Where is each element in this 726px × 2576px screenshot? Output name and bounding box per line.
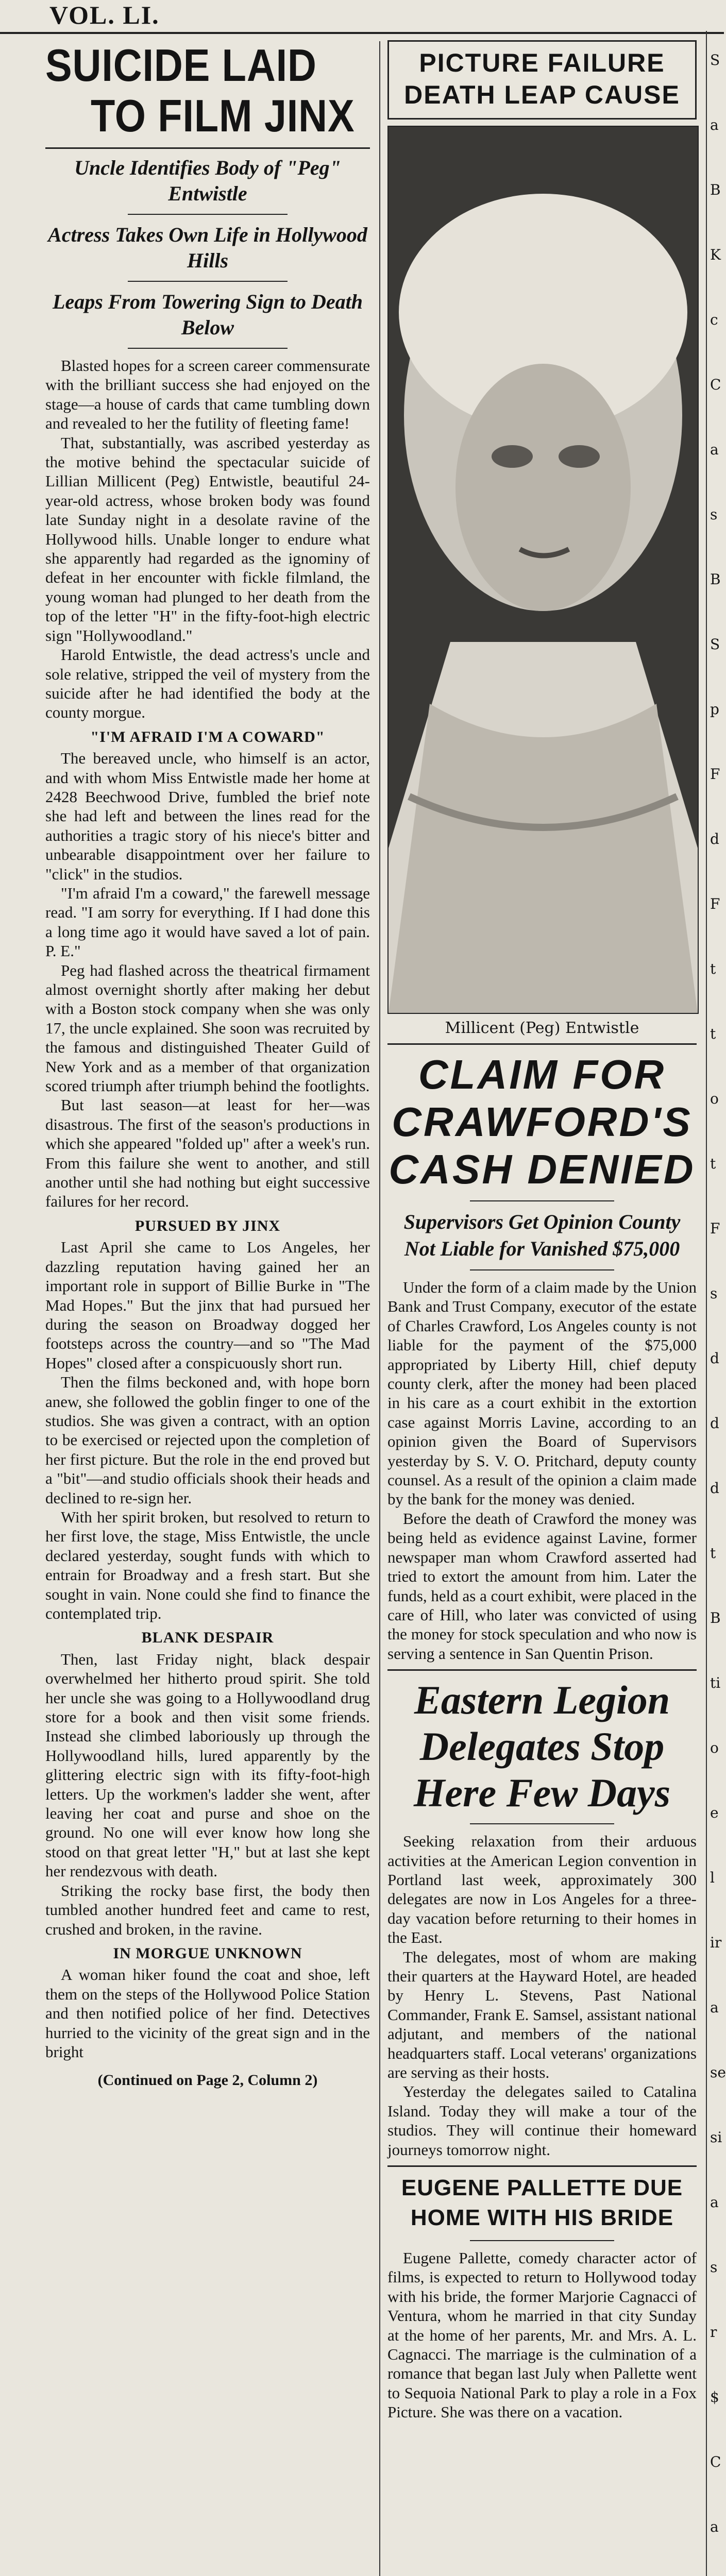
edge-letter: r — [710, 2324, 717, 2341]
subhead: IN MORGUE UNKNOWN — [113, 1944, 302, 1962]
edge-letter: ti — [710, 1674, 721, 1691]
divider — [128, 348, 288, 349]
edge-letter: ir — [710, 1934, 722, 1951]
edge-letter: t — [710, 1025, 716, 1042]
edge-letter: B — [710, 571, 721, 588]
edge-letter: K — [710, 246, 721, 263]
paragraph: Harold Entwistle, the dead actress's uncle and sole relative, stripped the veil of mystery from the suicide after he had identified the body at the county morgue. — [45, 646, 370, 722]
story-suicide-column — [45, 40, 370, 2090]
edge-letter: o — [710, 1090, 719, 1107]
deck-1: Uncle Identifies Body of "Peg" Entwistle — [74, 156, 341, 205]
paragraph: A woman hiker found the coat and shoe, left them on the steps of the Hollywood Police Station and then notified police of her find. Detectives hurried to the vicinity of the great sign and in the bright — [45, 1965, 370, 2061]
paragraph: The delegates, most of whom are making their quarters at the Hayward Hotel, are headed by Henry L. Stevens, Past National Commander, Frank E. Samsel, assistant national adjutant, and members of the national headquarters staff. Local veterans' organizations are serving as their hosts. — [387, 1947, 697, 2081]
edge-letter: S — [710, 636, 720, 653]
edge-letter: s — [710, 506, 718, 523]
subhead: BLANK DESPAIR — [141, 1629, 274, 1647]
paragraph: The bereaved uncle, who himself is an actor, and with whom Miss Entwistle made her home at 2428 Beechwood Drive, fumbled the brief note she had left and between the lines read for the authorities a tragic story of his niece's bitter and unbearable disappointment over her failure to "click" in the studios. — [45, 749, 370, 883]
edge-letter: a — [710, 1999, 719, 2016]
edge-letter: C — [710, 376, 721, 393]
divider — [470, 1269, 614, 1270]
paragraph: That, substantially, was ascribed yesterday as the motive behind the spectacular suicide of Lillian Millicent (Peg) Entwistle, beautiful 24-year-old actress, whose broken body was found late Sunday night in a desolate ravine of the Hollywood hills. Unable longer to endure what she apparently had regarded as the ignominy of defeat in her encounter with fickle filmland, the young woman had plunged to her death from the top of the letter "H" in the fifty-foot-high electric sign "Hollywoodland." — [45, 433, 370, 645]
right-column — [387, 40, 697, 2422]
edge-letter: F — [710, 766, 720, 783]
edge-letter: F — [710, 1220, 720, 1237]
edge-letter: d — [710, 831, 719, 848]
subhead: PURSUED BY JINX — [134, 1217, 281, 1234]
paragraph: With her spirit broken, but resolved to return to her first love, the stage, Miss Entwistle, the uncle declared yesterday, sought funds with which to entrain for Broadway and a fresh start. But she sought in vain. None could she find to finance the contemplated trip. — [45, 1507, 370, 1622]
deck-2: Actress Takes Own Life in Hollywood Hills — [48, 223, 367, 272]
edge-letter: $ — [710, 2388, 719, 2405]
edge-letter: t — [710, 1545, 716, 1562]
edge-letter: C — [710, 2453, 721, 2470]
divider — [128, 281, 288, 282]
edge-letter: B — [710, 1609, 721, 1626]
edge-letter: B — [710, 181, 721, 198]
story-legion-body — [387, 1832, 697, 2159]
divider — [470, 2240, 614, 2241]
story-crawford-deck: Supervisors Get Opinion County Not Liable for Vanished $75,000 — [403, 1210, 681, 1260]
edge-letter: F — [710, 895, 720, 912]
volume-label: VOL. LI. — [49, 1, 160, 29]
edge-letter: a — [710, 116, 719, 133]
edge-letter: t — [710, 1155, 716, 1172]
right-edge-fragment — [706, 31, 725, 2576]
story-pallette-headline: EUGENE PALLETTE DUE HOME WITH HIS BRIDE — [401, 2175, 683, 2231]
edge-letter: d — [710, 1415, 719, 1432]
subhead: "I'M AFRAID I'M A COWARD" — [90, 728, 325, 745]
edge-letter: a — [710, 2194, 719, 2211]
paragraph: Before the death of Crawford the money was being held as evidence against Lavine, former newspaper man whom Crawford asserted had tried to extort the amount from him. Later the funds, held as a court exhibit, were placed in the care of Hill, who later was convicted of using the money for stock speculation and who now is serving a sentence in San Quentin Prison. — [387, 1509, 697, 1663]
paragraph: Seeking relaxation from their arduous activities at the American Legion convention in Portland last week, approximately 300 delegates are now in Los Angeles for a three-day vacation before returning to their homes in the East. — [387, 1832, 697, 1947]
edge-letter: s — [710, 1285, 718, 1302]
paragraph: Blasted hopes for a screen career commensurate with the brilliant success she had enjoyed on the stage—a house of cards that came tumbling down and revealed to her the futility of fleeting fame! — [45, 357, 370, 433]
story-crawford-headline: CLAIM FOR CRAWFORD'S CASH DENIED — [389, 1052, 696, 1192]
divider — [387, 1043, 697, 1045]
paragraph: Striking the rocky base first, the body then tumbled another hundred feet and came to rest, crushed and broken, in the ravine. — [45, 1881, 370, 1938]
masthead-strip — [0, 0, 724, 34]
deck-3: Leaps From Towering Sign to Death Below — [53, 290, 363, 339]
edge-letter: d — [710, 1480, 719, 1497]
paragraph: Then the films beckoned and, with hope born anew, she followed the goblin finger to one of the studios. She was given a contract, with an option to be exercised or rejected upon the completion of her first picture. But the role in the end proved but a "bit"—and studio officials shook their heads and declined to re-sign her. — [45, 1373, 370, 1507]
edge-letter: a — [710, 2518, 719, 2535]
edge-letter: se — [710, 2064, 726, 2081]
edge-letter: s — [710, 2259, 718, 2276]
story-suicide-headline — [45, 40, 355, 141]
edge-letter: l — [710, 1869, 715, 1886]
photo-caption: Millicent (Peg) Entwistle — [445, 1019, 639, 1037]
paragraph: Last April she came to Los Angeles, her dazzling reputation having gained her an important role in support of Billie Burke in "The Mad Hopes." But the jinx that had pursued her during the season on Broadway dogged her footsteps across the country—and so "The Mad Hopes" closed after a conspicuously short run. — [45, 1238, 370, 1372]
edge-letter: d — [710, 1350, 719, 1367]
divider — [387, 1669, 697, 1671]
headline-line-2: TO FILM JINX — [91, 90, 355, 141]
paragraph: "I'm afraid I'm a coward," the farewell message read. "I am sorry for everything. If I had done this a long time ago it would have saved a lot of pain. P. E." — [45, 884, 370, 960]
divider — [470, 1823, 614, 1824]
story-suicide-body — [45, 356, 370, 2090]
paragraph: Peg had flashed across the theatrical firmament almost overnight shortly after making her debut with a Boston stock company when she was only 17, the uncle explained. She soon was recruited by the famous and distinguished Theater Guild of New York and as a member of that organization scored triumph after triumph behind the footlights. — [45, 961, 370, 1095]
paragraph: Eugene Pallette, comedy character actor of films, is expected to return to Hollywood today with his bride, the former Marjorie Cagnacci of Ventura, whom he married in that city Sunday at the home of her parents, Mr. and Mrs. A. L. Cagnacci. The marriage is the culmination of a romance that began last July when Pallette went to Sequoia National Park to play a role in a Fox Picture. She was there on a vacation. — [387, 2249, 697, 2421]
paragraph: Yesterday the delegates sailed to Catalina Island. Today they will make a tour of the studios. They will continue their homeward journeys tomorrow night. — [387, 2082, 697, 2159]
divider — [387, 2165, 697, 2167]
continued-note: (Continued on Page 2, Column 2) — [97, 2072, 318, 2089]
divider — [470, 1200, 614, 1201]
divider — [128, 214, 288, 215]
edge-letter: c — [710, 311, 718, 328]
left-edge-fragment — [0, 0, 31, 2576]
portrait-photo — [387, 126, 699, 1014]
paragraph: Under the form of a claim made by the Union Bank and Trust Company, executor of the estate of Charles Crawford, Los Angeles county is not liable for the payment of the $75,000 appropriated by Liberty Hill, chief deputy county clerk, after the money had been placed in his care as a court exhibit in the extortion case against Morris Lavine, according to an opinion given the Board of Supervisors yesterday by S. V. O. Pritchard, deputy county counsel. As a result of the opinion a claim made by the bank for the money was denied. — [387, 1278, 697, 1509]
paragraph: Then, last Friday night, black despair overwhelmed her hitherto proud spirit. She told her uncle she was going to a Hollywoodland drug store for a book and then visit some friends. Instead she climbed laboriously up through the Hollywoodland hills, lured apparently by the glittering electric sign with its fifty-foot-high letters. Up the workmen's ladder she went, after leaving her coat and purse and shoe on the ground. No one will ever know how long she stood on that great letter "H," but at last she kept her rendezvous with death. — [45, 1650, 370, 1880]
story-crawford-body — [387, 1278, 697, 1663]
story-picture-failure-headline: PICTURE FAILURE DEATH LEAP CAUSE — [387, 40, 697, 120]
divider — [45, 147, 370, 149]
edge-letter: si — [710, 2129, 722, 2146]
column-divider — [379, 41, 380, 2576]
edge-letter: t — [710, 960, 716, 977]
edge-letter: p — [710, 701, 719, 718]
edge-letter: o — [710, 1739, 719, 1756]
edge-letter: e — [710, 1804, 719, 1821]
portrait-illustration — [389, 127, 698, 1013]
headline-line-1: SUICIDE LAID — [45, 40, 317, 91]
edge-letter: S — [710, 52, 720, 69]
story-legion-headline: Eastern Legion Delegates Stop Here Few Days — [413, 1677, 671, 1816]
story-pallette-body — [387, 2248, 697, 2422]
edge-letter: a — [710, 441, 719, 458]
paragraph: But last season—at least for her—was disastrous. The first of the season's productions in which she appeared "folded up" after a week's run. From this failure she went to another, and still another until she had nothing but eight successive failures for her record. — [45, 1096, 370, 1211]
